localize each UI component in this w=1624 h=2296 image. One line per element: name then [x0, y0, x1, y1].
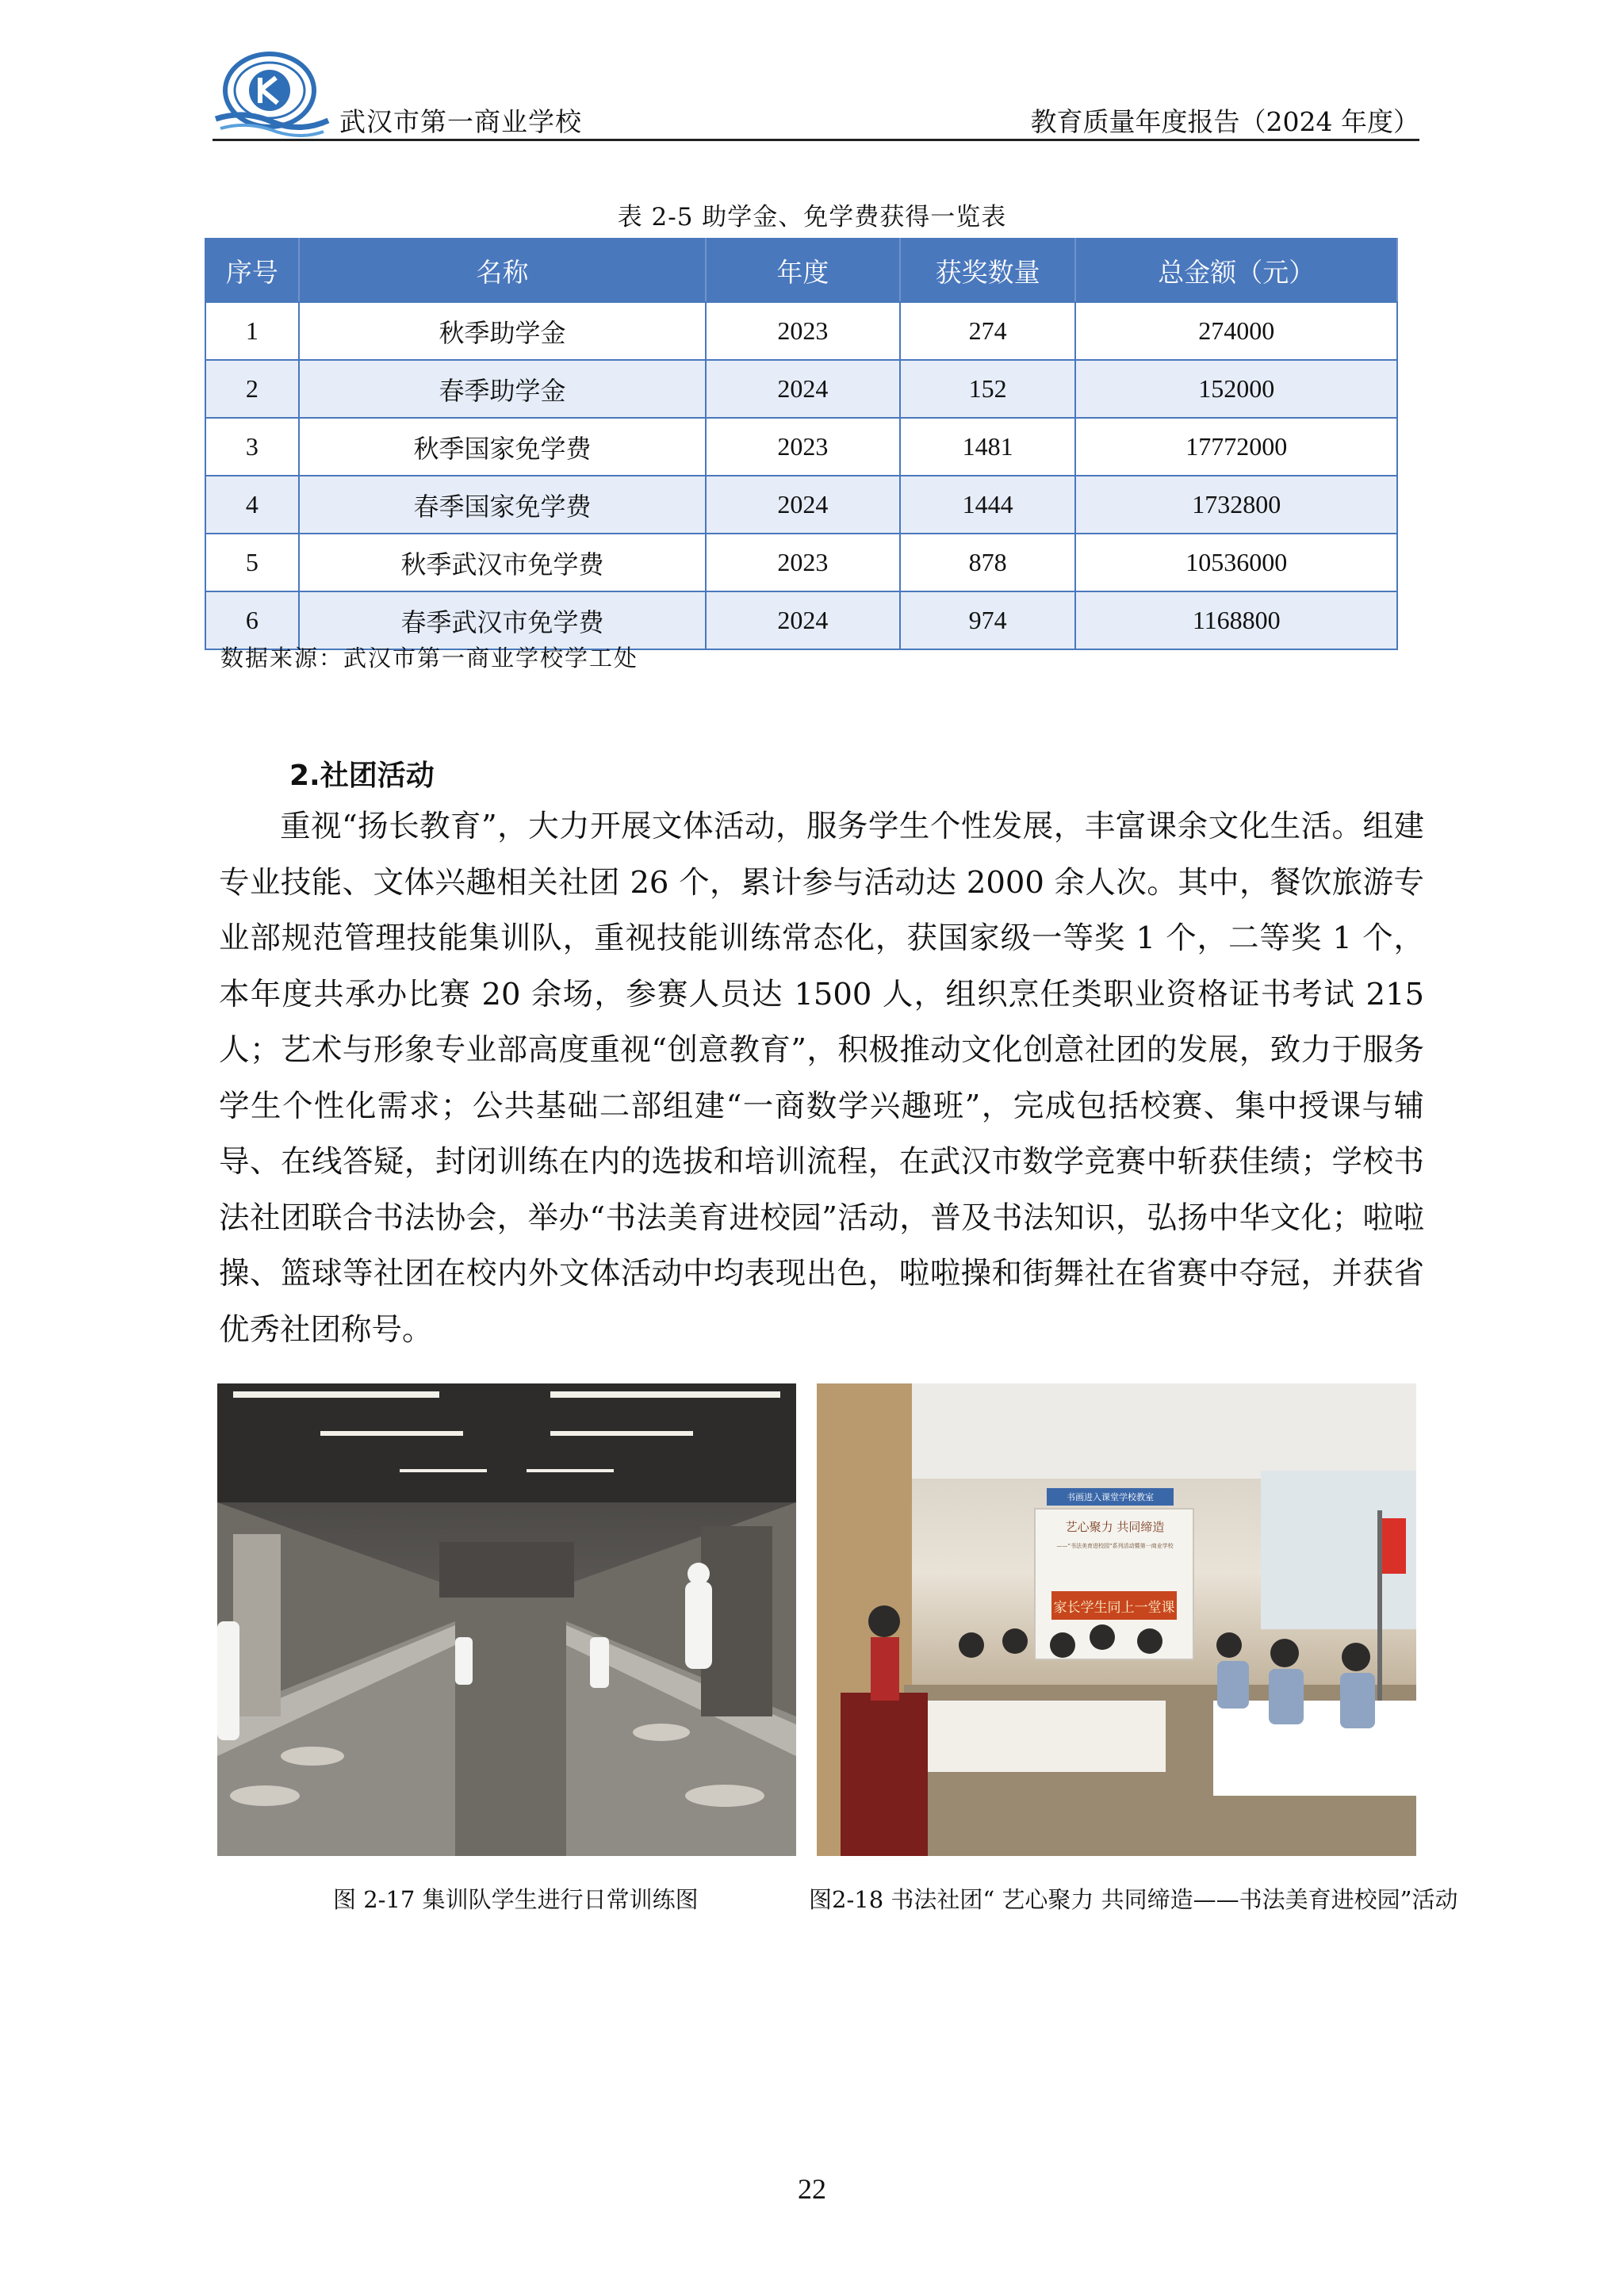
figure-caption: 图2-18 书法社团“ 艺心聚力 共同缔造——书法美育进校园”活动 [809, 1886, 1458, 1913]
screen-title: 艺心聚力 共同缔造 [1065, 1520, 1165, 1534]
table-cell: 1 [205, 302, 299, 360]
table-header-cell: 序号 [205, 239, 299, 302]
table-cell: 2023 [706, 534, 900, 591]
table-cell: 5 [205, 534, 299, 591]
screen-banner: 家长学生同上一堂课 [1053, 1600, 1175, 1616]
table-cell: 3 [205, 418, 299, 476]
table-cell: 1444 [900, 476, 1076, 534]
table-cell: 秋季武汉市免学费 [299, 534, 706, 591]
table-cell: 1168800 [1075, 591, 1397, 649]
school-logo-icon [213, 49, 331, 143]
table-header-cell: 获奖数量 [900, 239, 1076, 302]
section-heading: 2.社团活动 [289, 760, 435, 792]
table-cell: 17772000 [1075, 418, 1397, 476]
table-cell: 2 [205, 360, 299, 418]
table-cell: 2024 [706, 476, 900, 534]
photo-kitchen-training [217, 1383, 796, 1856]
table-header-cell: 年度 [706, 239, 900, 302]
table-row [205, 360, 1397, 418]
kitchen-scene-image [217, 1383, 796, 1856]
table-cell: 2024 [706, 591, 900, 649]
table-cell: 春季武汉市免学费 [299, 591, 706, 649]
figure-caption: 图 2-17 集训队学生进行日常训练图 [333, 1886, 699, 1913]
table-cell: 秋季国家免学费 [299, 418, 706, 476]
table-cell: 152000 [1075, 360, 1397, 418]
table-header-cell: 名称 [299, 239, 706, 302]
table-source-note: 数据来源：武汉市第一商业学校学工处 [220, 645, 639, 672]
table-header-cell: 总金额（元） [1075, 239, 1397, 302]
table-caption: 表 2-5 助学金、免学费获得一览表 [617, 203, 1007, 232]
table-cell: 152 [900, 360, 1076, 418]
table-cell: 2023 [706, 418, 900, 476]
table-cell: 274000 [1075, 302, 1397, 360]
table-cell: 4 [205, 476, 299, 534]
table-cell: 2023 [706, 302, 900, 360]
report-title: 教育质量年度报告（2024 年度） [1030, 106, 1419, 137]
table-cell: 1732800 [1075, 476, 1397, 534]
section-paragraph: 重视“扬长教育”，大力开展文体活动，服务学生个性发展，丰富课余文化生活。组建专业技能、文体兴趣相关社团 26 个，累计参与活动达 2000 余人次。其中，餐饮旅游专业部规范管理技能集训队，重视技能训练常态化，获国家级一等奖 1 个，二等奖 1 个，本年度共承办比赛 20 余场，参赛人员达 1500 人，组织烹任类职业资格证书考试 215 人；艺术与形象专业部高度重视“创意教育”，积极推动文化创意社团的发展，致力于服务学生个性化需求；公共基础二部组建“一商数学兴趣班”，完成包括校赛、集中授课与辅导、在线答疑，封闭训练在内的选拔和培训流程，在武汉市数学竞赛中斩获佳绩；学校书法社团联合书法协会，举办“书法美育进校园”活动，普及书法知识，弘扬中华文化；啦啦操、篮球等社团在校内外文体活动中均表现出色，啦啦操和街舞社在省赛中夺冠，并获省优秀社团称号。 [219, 809, 1424, 1348]
table-row [205, 534, 1397, 591]
table-cell: 春季国家免学费 [299, 476, 706, 534]
table-cell: 6 [205, 591, 299, 649]
table-cell: 春季助学金 [299, 360, 706, 418]
grants-table [205, 238, 1398, 650]
table-cell: 10536000 [1075, 534, 1397, 591]
table-cell: 秋季助学金 [299, 302, 706, 360]
table-row [205, 476, 1397, 534]
school-name: 武汉市第一商业学校 [339, 106, 582, 137]
table-cell: 2024 [706, 360, 900, 418]
screen-subtitle: ——“书法美育进校园”系列活动暨第一商业学校 [1056, 1543, 1174, 1549]
calligraphy-scene-image [817, 1383, 1416, 1856]
table-cell: 1481 [900, 418, 1076, 476]
table-row [205, 418, 1397, 476]
table-header-row [205, 239, 1397, 302]
table-cell: 274 [900, 302, 1076, 360]
table-cell: 878 [900, 534, 1076, 591]
table-cell: 974 [900, 591, 1076, 649]
page-number: 22 [798, 2173, 826, 2205]
header-divider [213, 139, 1419, 141]
photo-calligraphy-activity [817, 1383, 1416, 1856]
top-banner: 书画进入课堂学校教室 [1067, 1492, 1154, 1502]
table-row [205, 302, 1397, 360]
page-header [213, 49, 1419, 143]
